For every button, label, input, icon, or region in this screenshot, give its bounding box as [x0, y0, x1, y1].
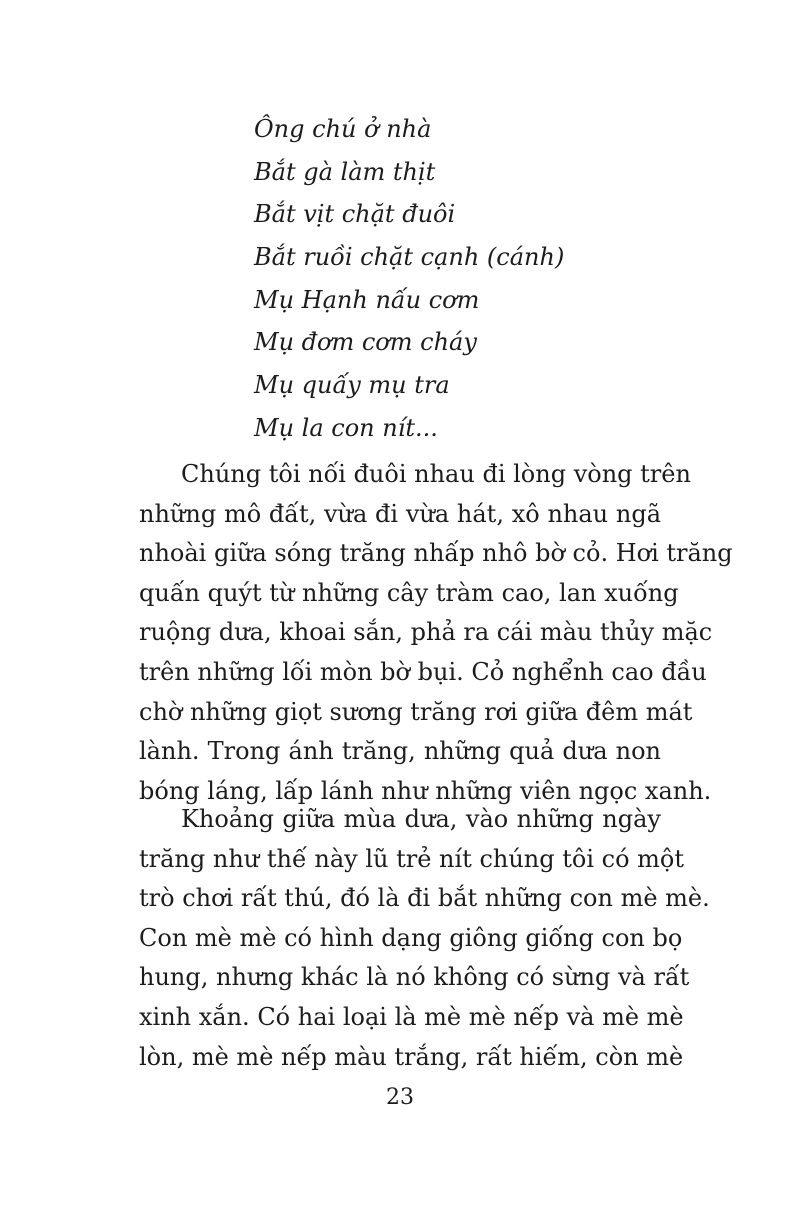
- paragraph-line: hung, nhưng khác là nó không có sừng và rất: [139, 963, 690, 992]
- paragraph-line: Khoảng giữa mùa dưa, vào những ngày: [181, 805, 661, 833]
- paragraph-line: trên những lối mòn bờ bụi. Cỏ nghểnh cao đầu: [139, 657, 707, 686]
- paragraph-line: Chúng tôi nối đuôi nhau đi lòng vòng trên: [181, 460, 691, 488]
- poem-line: Mụ Hạnh nấu cơm: [254, 285, 480, 314]
- poem-line: Bắt ruồi chặt cạnh (cánh): [254, 243, 565, 272]
- poem-line: Bắt gà làm thịt: [254, 157, 436, 186]
- poem-line: Bắt vịt chặt đuôi: [254, 200, 456, 229]
- paragraph-line: lòn, mè mè nếp màu trắng, rất hiếm, còn mè: [139, 1042, 684, 1071]
- paragraph-line: quấn quýt từ những cây tràm cao, lan xuống: [139, 578, 679, 607]
- paragraph-beetle-game: [139, 800, 710, 1077]
- poem-line: Mụ đơm cơm cháy: [254, 328, 477, 357]
- paragraph-line: trăng như thế này lũ trẻ nít chúng tôi có một: [139, 844, 685, 873]
- paragraph-line: những mô đất, vừa đi vừa hát, xô nhau ngã: [139, 499, 661, 528]
- paragraph-line: Con mè mè có hình dạng giông giống con bọ: [139, 923, 683, 952]
- paragraph-line: trò chơi rất thú, đó là đi bắt những con mè mè.: [139, 884, 710, 913]
- paragraph-line: chờ những giọt sương trăng rơi giữa đêm mát: [139, 697, 693, 726]
- paragraph-moonlight-walk: [139, 455, 733, 811]
- page-number: 23: [386, 1085, 414, 1110]
- paragraph-line: xinh xắn. Có hai loại là mè mè nếp và mè mè: [139, 1002, 684, 1031]
- poem-line: Mụ la con nít...: [254, 413, 438, 442]
- paragraph-line: bóng láng, lấp lánh như những viên ngọc xanh.: [139, 776, 712, 805]
- paragraph-line: nhoài giữa sóng trăng nhấp nhô bờ cỏ. Hơi trăng: [139, 539, 733, 568]
- paragraph-line: lành. Trong ánh trăng, những quả dưa non: [139, 737, 661, 766]
- poem-stanza: [254, 108, 564, 450]
- poem-line: Mụ quấy mụ tra: [254, 371, 450, 400]
- paragraph-line: ruộng dưa, khoai sắn, phả ra cái màu thủy mặc: [139, 618, 713, 647]
- poem-line: Ông chú ở nhà: [254, 115, 432, 143]
